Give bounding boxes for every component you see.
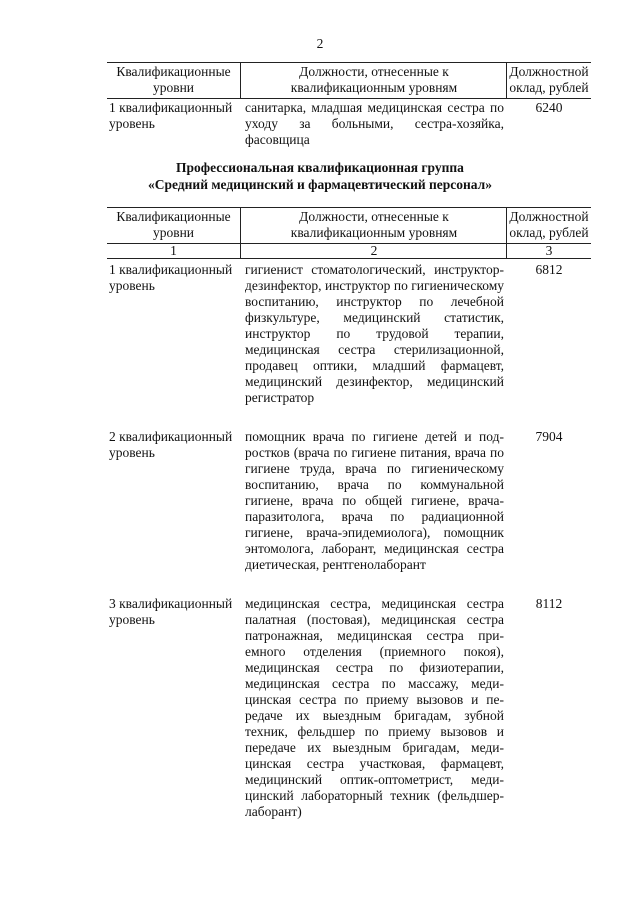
- row-positions: медицинская сестра, медицинская сестра палатная (постовая), медицинская сестра патронажная, медицинская сестра приемного отделения (приемного покоя), медицинская сестра по физиотерапии, медицинская сестра по массажу, медицинская сестра по приему вызовов и передаче их выездным бригадам, зубной техник, фельдшер по приему вызовов и передаче их выездным бригадам, медицинская сестра участковая, фармацевт, медицинский оптик-оптометрист, медицинский лабораторный техник (фельдшер-лаборант): [245, 596, 504, 819]
- row-salary: 7904: [535, 429, 563, 444]
- group-title-line-2: «Средний медицинский и фармацевтический персонал»: [147, 177, 492, 192]
- header-levels: Квалификационные уровни: [107, 208, 241, 243]
- header-positions: Должности, отнесенные к квалификационным уровням: [241, 63, 507, 98]
- row-salary: 6240: [535, 100, 563, 115]
- row-positions: помощник врача по гигиене детей и подростков (врача по гигиене питания, врача по гигиене труда, врача по гигиеническому воспитанию, врача по коммунальной гигиене, врача по общей гигиене, врача-паразитолога, врача по радиационной гигиене, врача-эпидемиолога), помощник энтомолога, лаборант, медицинская сестра диетическая, рентгенолаборант: [245, 429, 504, 572]
- column-number-1: 1: [107, 244, 241, 258]
- table-row: [107, 259, 591, 406]
- column-number-2: 2: [241, 244, 507, 258]
- table-row: [107, 406, 591, 573]
- column-number-3: 3: [545, 243, 553, 258]
- row-level: 1 квалификационный уровень: [109, 100, 233, 131]
- row-level: 2 квалификационный уровень: [109, 429, 233, 460]
- row-salary: 6812: [535, 262, 563, 277]
- header-salary: Должностной оклад, рублей: [509, 64, 589, 95]
- table-row: [107, 99, 591, 148]
- page-number: 2: [316, 36, 324, 51]
- table-header-row: [107, 62, 591, 99]
- group-title-line-1: Профессиональная квалификационная группа: [176, 160, 464, 175]
- row-positions: санитарка, младшая медицинская сестра по уходу за больными, сестра-хозяйка, фасовщица: [245, 100, 504, 147]
- header-levels: Квалификационные уровни: [107, 63, 241, 98]
- row-positions: гигиенист стоматологический, инструктор-дезинфектор, инструктор по гигиеническому воспитанию, инструктор по лечебной физкультуре, медицинский статистик, инструктор по трудовой терапии, медицинская сестра стерилизационной, продавец оптики, младший фармацевт, медицинский дезинфектор, медицинский регистратор: [245, 262, 504, 405]
- row-level: 3 квалификационный уровень: [109, 596, 233, 627]
- group-title: [0, 159, 640, 193]
- table-header-row: [107, 207, 591, 244]
- header-salary: Должностной оклад, рублей: [509, 209, 589, 240]
- row-level: 1 квалификационный уровень: [109, 262, 233, 293]
- header-positions: Должности, отнесенные к квалификационным уровням: [241, 208, 507, 243]
- table-middle-staff: [107, 207, 591, 820]
- column-number-row: [107, 244, 591, 259]
- row-salary: 8112: [535, 596, 563, 611]
- table-junior-staff: [107, 62, 591, 148]
- table-row: [107, 573, 591, 820]
